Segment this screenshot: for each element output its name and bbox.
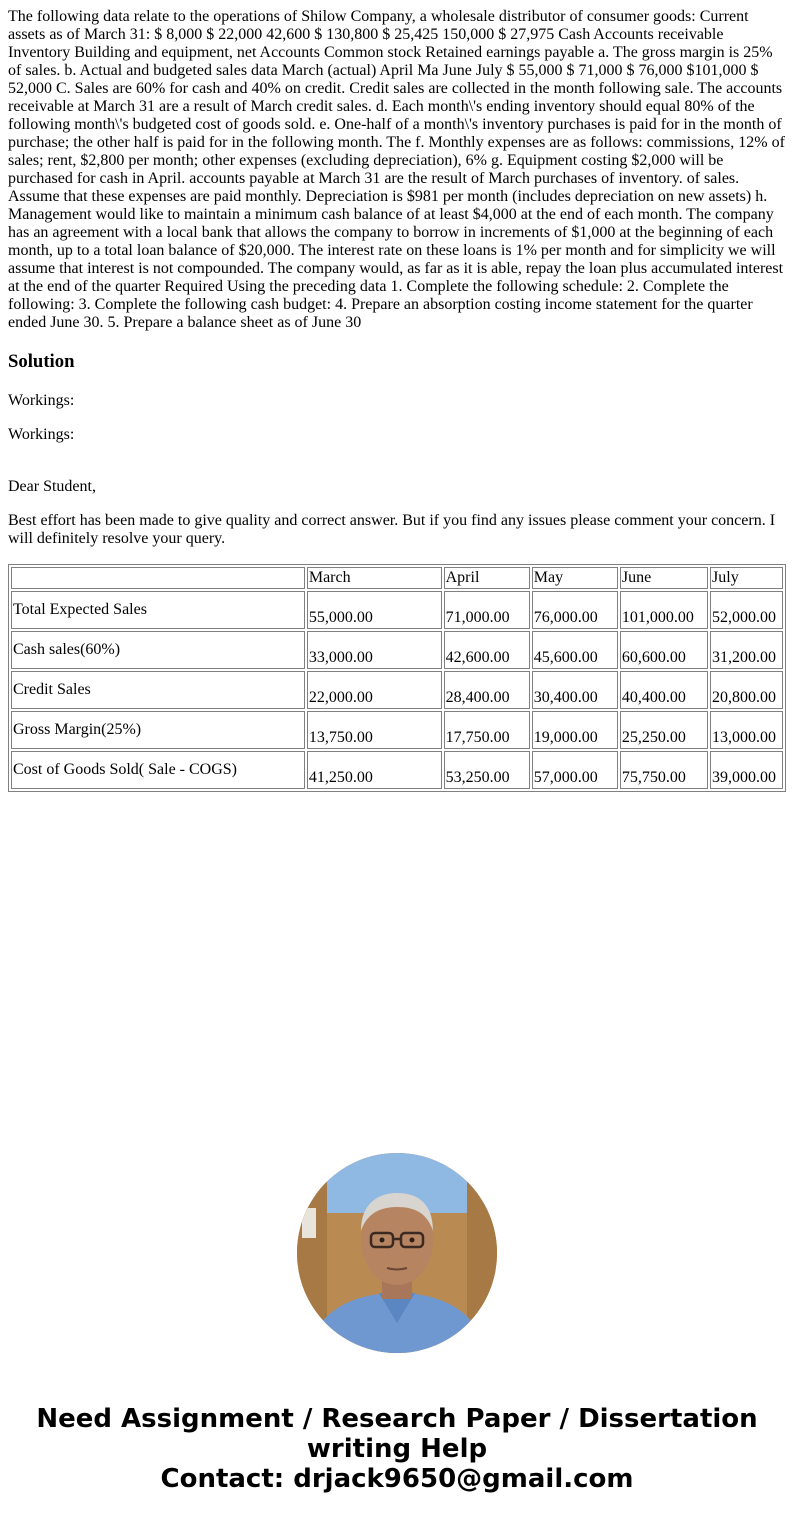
table-cell: 22,000.00 <box>307 671 442 709</box>
table-row <box>11 591 783 629</box>
promo-line-2: writing Help <box>306 1434 488 1464</box>
table-row <box>11 671 783 709</box>
table-cell: 33,000.00 <box>307 631 442 669</box>
table-cell: 40,400.00 <box>620 671 708 709</box>
table-cell: 17,750.00 <box>444 711 530 749</box>
greeting: Dear Student, <box>8 478 96 495</box>
table-cell: 53,250.00 <box>444 751 530 789</box>
table-header-row <box>11 567 783 589</box>
table-cell: 13,000.00 <box>710 711 783 749</box>
header-cell: June <box>620 567 708 589</box>
header-cell: April <box>444 567 530 589</box>
spacer <box>8 460 786 478</box>
table-cell: 45,600.00 <box>532 631 618 669</box>
table-cell: 39,000.00 <box>710 751 783 789</box>
tutor-portrait <box>297 1153 497 1353</box>
promo-footer <box>0 1404 794 1494</box>
table-row <box>11 751 783 789</box>
table-row <box>11 631 783 669</box>
header-cell <box>11 567 305 589</box>
row-label: Gross Margin(25%) <box>11 711 305 749</box>
table-row <box>11 711 783 749</box>
table-cell: 25,250.00 <box>620 711 708 749</box>
table-cell: 55,000.00 <box>307 591 442 629</box>
row-label: Total Expected Sales <box>11 591 305 629</box>
table-cell: 28,400.00 <box>444 671 530 709</box>
table-cell: 60,600.00 <box>620 631 708 669</box>
table-cell: 42,600.00 <box>444 631 530 669</box>
sales-schedule-table <box>8 564 786 792</box>
header-cell: July <box>710 567 783 589</box>
table-cell: 52,000.00 <box>710 591 783 629</box>
table-cell: 20,800.00 <box>710 671 783 709</box>
header-cell: March <box>307 567 442 589</box>
workings-label-1: Workings: <box>8 392 75 409</box>
header-cell: May <box>532 567 618 589</box>
table-cell: 101,000.00 <box>620 591 708 629</box>
answer-note: Best effort has been made to give quality and correct answer. But if you find any issues please comment your concern. I will definitely resolve your query. <box>8 512 776 547</box>
promo-contact: Contact: drjack9650@gmail.com <box>160 1464 634 1494</box>
promo-line-1: Need Assignment / Research Paper / Dissertation <box>36 1404 758 1434</box>
tutor-avatar <box>297 1153 497 1353</box>
row-label: Cash sales(60%) <box>11 631 305 669</box>
table-cell: 41,250.00 <box>307 751 442 789</box>
question-text: The following data relate to the operations of Shilow Company, a wholesale distributor of consumer goods: Current assets as of March 31: $ 8,000 $ 22,000 42,600 $ 130,800 $ 25,425 150,000 $ 27,975 Cash Accounts receivable Inventory Building and equipment, net Accounts Common stock Retained earnings payable a. The gross margin is 25% of sales. b. Actual and budgeted sales data March (actual) April Ma June July $ 55,000 $ 71,000 $ 76,000 $101,000 $ 52,000 C. Sales are 60% for cash and 40% on credit. Credit sales are collected in the month following sale. The accounts receivable at March 31 are a result of March credit sales. d. Each month\'s ending inventory should equal 80% of the following month\'s budgeted cost of goods sold. e. One-half of a month\'s inventory purchases is paid for in the month of purchase; the other half is paid for in the following month. The f. Monthly expenses are as follows: commissions, 12% of sales; rent, $2,800 per month; other expenses (excluding depreciation), 6% g. Equipment costing $2,000 will be purchased for cash in April. accounts payable at March 31 are the result of March purchases of inventory. of sales. Assume that these expenses are paid monthly. Depreciation is $981 per month (includes depreciation on new assets) h. Management would like to maintain a minimum cash balance of at least $4,000 at the end of each month. The company has an agreement with a local bank that allows the company to borrow in increments of $1,000 at the beginning of each month, up to a total loan balance of $20,000. The interest rate on these loans is 1% per month and for simplicity we will assume that interest is not compounded. The company would, as far as it is able, repay the loan plus accumulated interest at the end of the quarter Required Using the preceding data 1. Complete the following schedule: 2. Complete the following: 3. Complete the following cash budget: 4. Prepare an absorption costing income statement for the quarter ended June 30. 5. Prepare a balance sheet as of June 30 <box>8 8 785 331</box>
table-cell: 71,000.00 <box>444 591 530 629</box>
table-cell: 57,000.00 <box>532 751 618 789</box>
table-cell: 76,000.00 <box>532 591 618 629</box>
table-cell: 19,000.00 <box>532 711 618 749</box>
row-label: Cost of Goods Sold( Sale - COGS) <box>11 751 305 789</box>
row-label: Credit Sales <box>11 671 305 709</box>
table-cell: 31,200.00 <box>710 631 783 669</box>
table-cell: 13,750.00 <box>307 711 442 749</box>
table-cell: 75,750.00 <box>620 751 708 789</box>
workings-label-2: Workings: <box>8 426 75 443</box>
solution-heading: Solution <box>8 351 75 372</box>
table-cell: 30,400.00 <box>532 671 618 709</box>
